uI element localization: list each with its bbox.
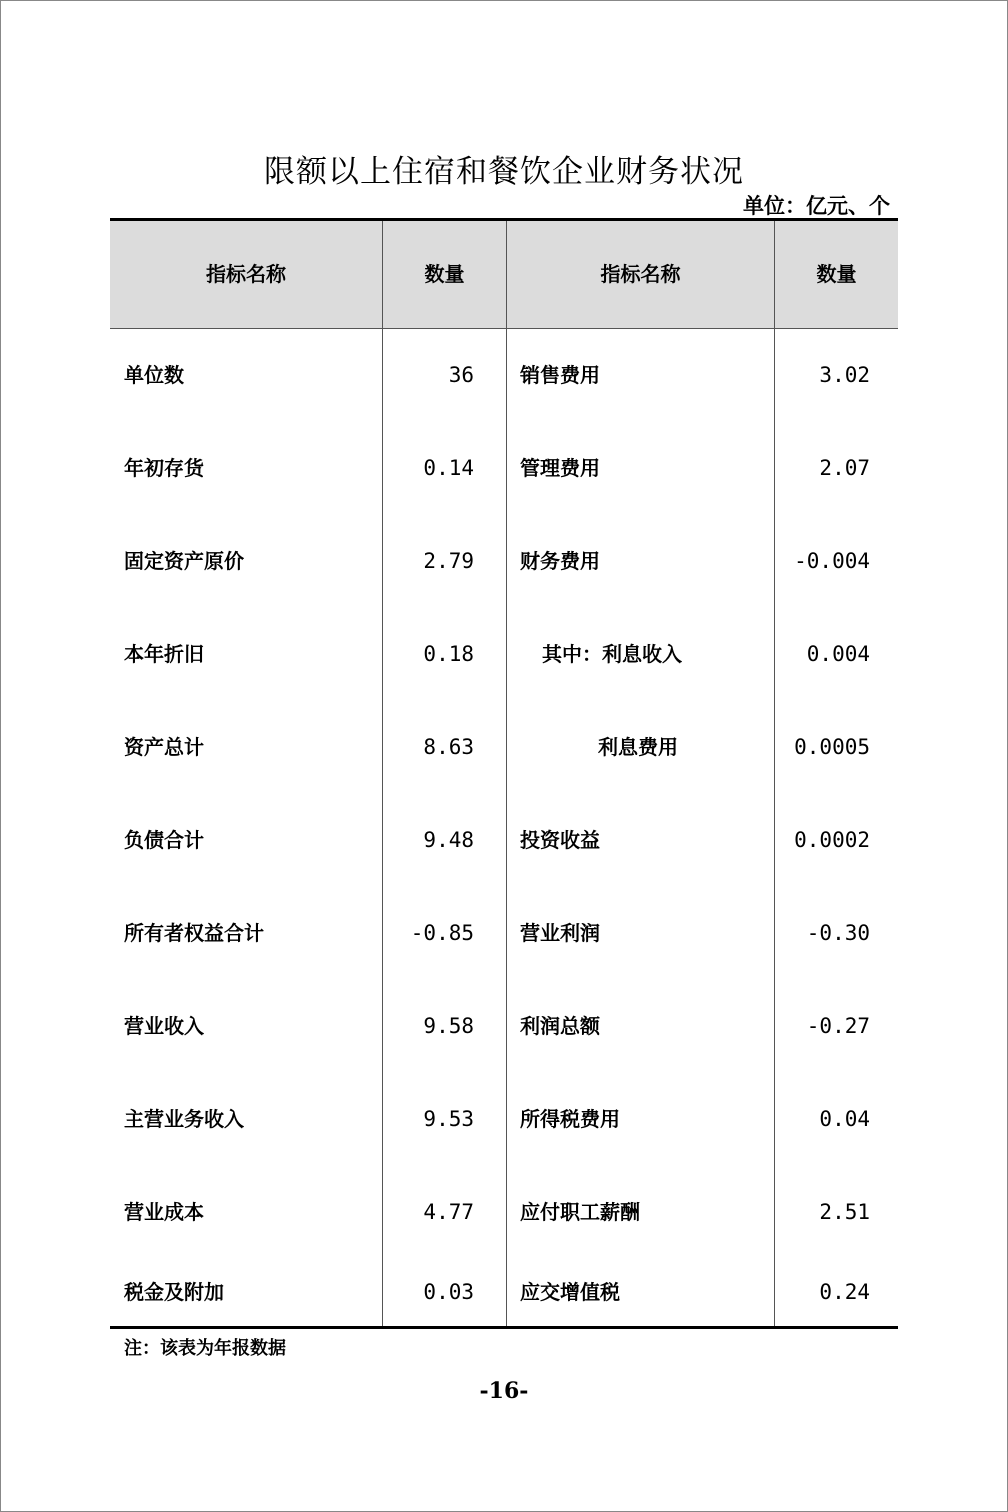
right-indicator-value: 3.02 bbox=[819, 363, 870, 387]
right-indicator-name: 营业利润 bbox=[520, 921, 600, 945]
right-indicator-value: 0.004 bbox=[806, 642, 870, 666]
left-indicator-name: 所有者权益合计 bbox=[124, 921, 264, 945]
table-row bbox=[110, 701, 898, 794]
left-indicator-value: 9.48 bbox=[423, 828, 474, 852]
page-number: -16- bbox=[479, 1378, 529, 1404]
page-title: 限额以上住宿和餐饮企业财务状况 bbox=[264, 154, 744, 190]
right-indicator-name: 所得税费用 bbox=[520, 1107, 620, 1131]
header-value-left: 数量 bbox=[424, 262, 465, 286]
left-indicator-value: -0.85 bbox=[410, 921, 474, 945]
header-name-right: 指标名称 bbox=[600, 262, 681, 286]
table-note: 注：该表为年报数据 bbox=[124, 1338, 286, 1359]
left-indicator-value: 9.53 bbox=[423, 1107, 474, 1131]
left-indicator-value: 9.58 bbox=[423, 1014, 474, 1038]
table-header bbox=[110, 221, 898, 329]
left-indicator-name: 本年折旧 bbox=[124, 642, 204, 666]
table-row bbox=[110, 329, 898, 422]
right-indicator-value: -0.27 bbox=[806, 1014, 870, 1038]
table-row bbox=[110, 1259, 898, 1326]
left-indicator-name: 负债合计 bbox=[124, 828, 204, 852]
left-indicator-value: 36 bbox=[448, 363, 474, 387]
right-indicator-value: 0.0005 bbox=[794, 735, 870, 759]
left-indicator-name: 年初存货 bbox=[124, 456, 204, 480]
right-indicator-name: 利润总额 bbox=[520, 1014, 600, 1038]
right-indicator-value: -0.004 bbox=[794, 549, 870, 573]
right-indicator-name: 销售费用 bbox=[520, 363, 600, 387]
table-row bbox=[110, 608, 898, 701]
right-indicator-value: 2.07 bbox=[819, 456, 870, 480]
header-value-right: 数量 bbox=[816, 262, 857, 286]
right-indicator-name: 财务费用 bbox=[520, 549, 600, 573]
right-indicator-value: 0.04 bbox=[819, 1107, 870, 1131]
right-indicator-name: 投资收益 bbox=[520, 828, 600, 852]
left-indicator-value: 0.14 bbox=[423, 456, 474, 480]
right-indicator-name: 应交增值税 bbox=[520, 1280, 620, 1304]
left-indicator-name: 营业成本 bbox=[124, 1200, 204, 1224]
right-indicator-name: 应付职工薪酬 bbox=[520, 1200, 640, 1224]
right-indicator-name: 利息费用 bbox=[598, 735, 678, 759]
right-indicator-value: 0.0002 bbox=[794, 828, 870, 852]
left-indicator-value: 4.77 bbox=[423, 1200, 474, 1224]
right-indicator-value: 2.51 bbox=[819, 1200, 870, 1224]
table-row bbox=[110, 887, 898, 980]
header-name-left: 指标名称 bbox=[206, 262, 286, 286]
left-indicator-value: 0.03 bbox=[423, 1280, 474, 1304]
left-indicator-name: 主营业务收入 bbox=[124, 1107, 244, 1131]
unit-label: 单位：亿元、个 bbox=[743, 194, 890, 218]
table-row bbox=[110, 1073, 898, 1166]
finance-table bbox=[110, 218, 898, 1329]
table-row bbox=[110, 422, 898, 515]
left-indicator-name: 单位数 bbox=[124, 363, 184, 387]
left-indicator-value: 2.79 bbox=[423, 549, 474, 573]
left-indicator-name: 资产总计 bbox=[124, 735, 204, 759]
right-indicator-value: -0.30 bbox=[806, 921, 870, 945]
left-indicator-name: 税金及附加 bbox=[124, 1280, 224, 1304]
table-row bbox=[110, 794, 898, 887]
left-indicator-value: 0.18 bbox=[423, 642, 474, 666]
right-indicator-name: 管理费用 bbox=[520, 456, 600, 480]
table-row bbox=[110, 1166, 898, 1259]
left-indicator-name: 营业收入 bbox=[124, 1014, 204, 1038]
left-indicator-value: 8.63 bbox=[423, 735, 474, 759]
table-row bbox=[110, 515, 898, 608]
right-indicator-name: 其中：利息收入 bbox=[542, 642, 682, 666]
left-indicator-name: 固定资产原价 bbox=[124, 549, 244, 573]
right-indicator-value: 0.24 bbox=[819, 1280, 870, 1304]
table-row bbox=[110, 980, 898, 1073]
